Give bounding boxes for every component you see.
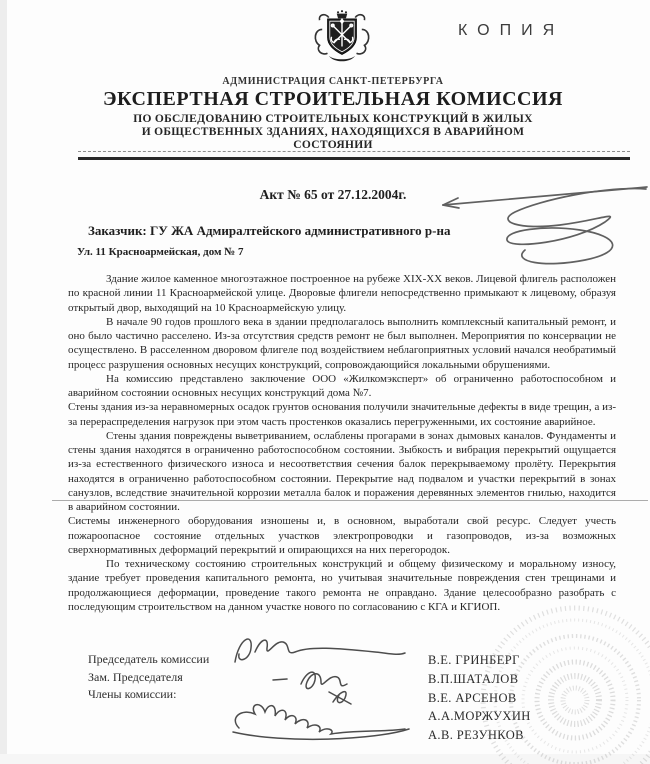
paragraph: По техническому состоянию строительных конструкций и общему физическому и моральному износу, здание требует проведения капитального ремонта, но учитывая значительные повреждения стен трещинами и продолжающиеся деформации, проведение такого ремонта не оправдано. Здание целесообразно разобрать с последующим строительством на данном участке нового по согласованию с КГА и КГИОП.	[68, 558, 616, 613]
member-name: А.А.МОРЖУХИН	[428, 709, 531, 724]
scan-artifact-line	[52, 500, 648, 501]
members-label: Члены комиссии:	[88, 687, 177, 701]
paragraph: В начале 90 годов прошлого века в здании предполагалось выполнить комплексный капитальный ремонт, и оно было частично расселено. Из-за отсутствия средств ремонт не был выполнен. Мероприятия по консервации не осуществлено. В расселенном дворовом флигеле под воздействием неблагоприятных условий начался необратимый процесс разрушения основных несущих конструкций, сопровождающийся локальными обрушениями.	[68, 315, 616, 371]
signature-role-labels	[88, 651, 209, 704]
deputy-chairman-label: Зам. Председателя	[88, 669, 183, 684]
handwritten-signatures	[225, 630, 440, 750]
round-seal-stamp-icon	[470, 600, 650, 764]
member-name: В.Е. АРСЕНОВ	[428, 690, 517, 705]
paragraph: Здание жилое каменное многоэтажное построенное на рубеже XIX-XX веков. Лицевой флигель расположен по красной линии 11 Красноармейской улице. Дворовые флигели непосредственно примыкают к лицевому, образуя открытый двор, выходящий на 10 Красноармейскую улицу.	[68, 273, 616, 314]
commission-title: ЭКСПЕРТНАЯ СТРОИТЕЛЬНАЯ КОМИССИЯ	[102, 88, 563, 110]
copy-stamp-label: КОПИЯ	[458, 22, 565, 39]
customer-line: Заказчик: ГУ ЖА Адмиралтейского административного р-на	[88, 223, 451, 238]
member-name: В.П.ШАТАЛОВ	[428, 671, 519, 686]
paragraph: На комиссию представлено заключение ООО «Жилкомэксперт» об ограниченно работоспособном и аварийном состоянии основных несущих конструкций дома №7.	[68, 372, 616, 399]
address-line: Ул. 11 Красноармейская, дом № 7	[77, 246, 244, 258]
paragraph: Стены здания повреждены выветриванием, ослаблены прогарами в зонах дымовых каналов. Фундаменты и стены здания находятся в ограниченно работоспособном состоянии. Зыбкость и вибрация перекрытий ощущается из-за естественного физического износа и несоответствия сечения балок перекрываемому пролёту. Перекрытия находятся в ограниченно работоспособном состоянии. Перекрытие над подвалом и участки перекрытий в зонах санузлов, вследствие значительной коррозии металла балок и поражения деревянных элементов гнилью, находится в аварийном состоянии.	[68, 429, 616, 513]
commission-subtitle-line2: И ОБЩЕСТВЕННЫХ ЗДАНИЯХ, НАХОДЯЩИХСЯ В АВАРИЙНОМ	[141, 126, 525, 138]
administration-line: АДМИНИСТРАЦИЯ САНКТ-ПЕТЕРБУРГА	[222, 76, 444, 87]
member-name: А.В. РЕЗУНКОВ	[428, 728, 524, 743]
spb-coat-of-arms-icon	[309, 8, 375, 72]
paragraph: Стены здания из-за неравномерных осадок грунтов основания получили значительные дефекты в виде трещин, а из-за перераспределения нагрузок при этом часть простенков оказались перегруженными, их состояние аварийное.	[68, 401, 616, 428]
handwritten-flourish	[425, 178, 650, 273]
paragraph: Системы инженерного оборудования изношены и, в основном, выработали свой ресурс. Следует учесть пожароопасное состояние отдельных участков электропроводки и газопроводов, из-за возможных сверхнормативных деформаций перекрытий и опирающихся на них перегородок.	[68, 515, 616, 556]
commission-subtitle-line1: ПО ОБСЛЕДОВАНИЮ СТРОИТЕЛЬНЫХ КОНСТРУКЦИЙ В ЖИЛЫХ	[133, 113, 533, 125]
act-body-text	[68, 272, 616, 614]
header-divider-rule	[78, 151, 630, 160]
commission-subtitle-line3: СОСТОЯНИИ	[293, 139, 373, 151]
act-number-line: Акт № 65 от 27.12.2004г.	[259, 187, 407, 202]
member-name: В.Е. ГРИНБЕРГ	[428, 653, 520, 667]
chairman-label: Председатель комиссии	[88, 652, 210, 666]
